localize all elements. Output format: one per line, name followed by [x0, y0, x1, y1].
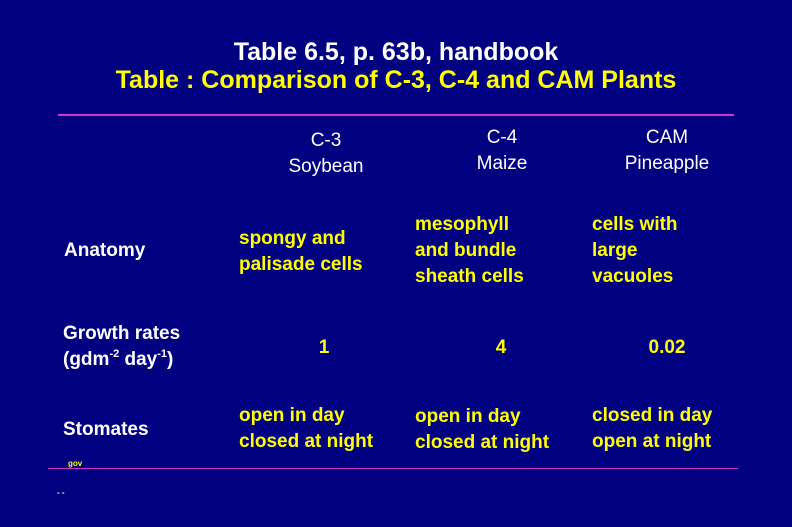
column-header-cam	[586, 125, 748, 177]
cell-growth-c3: 1	[318, 337, 330, 358]
column-header-c3-plant: Soybean	[288, 156, 364, 177]
cell-stomates-c4	[415, 404, 549, 456]
column-header-c4	[422, 125, 582, 177]
cell-anatomy-c3	[239, 226, 363, 278]
column-header-c3	[246, 128, 406, 180]
cell-anatomy-cam	[592, 212, 678, 290]
units-prefix: (gdm	[63, 349, 110, 370]
cell-stomates-cam-line: closed in day	[592, 405, 713, 426]
cell-anatomy-c4	[415, 212, 524, 290]
cell-stomates-cam-line: open at night	[592, 431, 712, 452]
units-exponent-2: -1	[157, 348, 168, 360]
column-header-cam-plant: Pineapple	[624, 153, 710, 174]
cell-anatomy-c4-line: sheath cells	[415, 266, 524, 287]
cell-stomates-c3	[239, 403, 373, 455]
column-header-c4-type: C-4	[486, 127, 518, 148]
cell-anatomy-c3-line: spongy and	[239, 228, 346, 249]
cell-stomates-c4-line: closed at night	[415, 432, 550, 453]
slide-title: Table 6.5, p. 63b, handbook	[233, 38, 559, 66]
units-suffix: )	[167, 349, 174, 370]
cell-growth-cam: 0.02	[648, 337, 686, 358]
cell-anatomy-cam-line: cells with	[592, 214, 678, 235]
units-exponent-1: -2	[109, 348, 120, 360]
slide-subtitle: Table : Comparison of C-3, C-4 and CAM Plants	[115, 66, 677, 94]
cell-stomates-cam	[592, 403, 712, 455]
cell-growth-c4: 4	[495, 337, 507, 358]
footer-tag: gov	[68, 459, 83, 468]
footer-mark: - -	[57, 488, 65, 497]
row-label-stomates: Stomates	[63, 419, 149, 440]
row-label-growth-rates-units	[63, 347, 180, 373]
cell-anatomy-cam-line: large	[592, 240, 638, 261]
column-header-cam-type: CAM	[645, 127, 689, 148]
title-divider	[58, 114, 734, 116]
footer-divider	[48, 468, 738, 469]
cell-stomates-c3-line: closed at night	[239, 431, 374, 452]
column-header-c4-plant: Maize	[476, 153, 528, 174]
column-header-c3-type: C-3	[310, 130, 342, 151]
cell-anatomy-c4-line: mesophyll	[415, 214, 509, 235]
cell-anatomy-c3-line: palisade cells	[239, 254, 363, 275]
cell-stomates-c3-line: open in day	[239, 405, 345, 426]
row-label-growth-rates	[63, 321, 180, 373]
row-label-anatomy: Anatomy	[64, 240, 146, 261]
cell-anatomy-c4-line: and bundle	[415, 240, 517, 261]
row-label-growth-rates-line1: Growth rates	[63, 323, 181, 344]
units-mid: day	[119, 349, 158, 370]
cell-anatomy-cam-line: vacuoles	[592, 266, 674, 287]
cell-stomates-c4-line: open in day	[415, 406, 521, 427]
